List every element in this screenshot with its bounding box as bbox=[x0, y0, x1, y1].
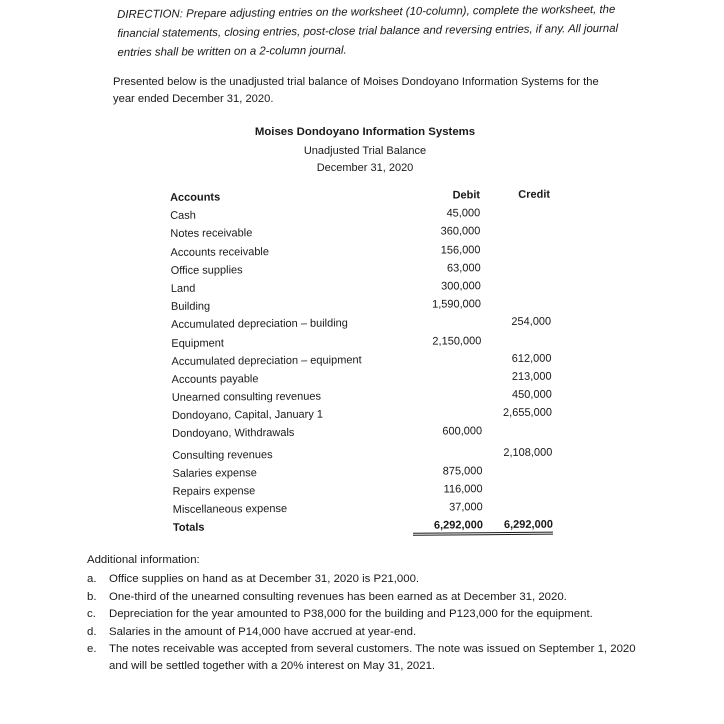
account-name: Accumulated depreciation – building bbox=[171, 317, 348, 332]
credit-value bbox=[483, 501, 553, 502]
item-text: One-third of the unearned consulting revenues has been earned as at December 31, 2020. bbox=[109, 590, 567, 603]
credit-value: 213,000 bbox=[511, 370, 552, 383]
debit-value bbox=[412, 447, 482, 448]
debit-value: 360,000 bbox=[440, 225, 481, 238]
company-name: Moises Dondoyano Information Systems bbox=[254, 126, 476, 138]
credit-value bbox=[481, 261, 551, 262]
debit-value bbox=[412, 407, 482, 408]
credit-value bbox=[480, 243, 550, 244]
account-name: Accounts payable bbox=[171, 373, 259, 386]
total-debit: 6,292,000 bbox=[413, 520, 483, 537]
item-letter: b. bbox=[87, 590, 97, 603]
header-debit: Debit bbox=[452, 189, 481, 202]
item-text: Salaries in the amount of P14,000 have accrued at year-end. bbox=[109, 625, 417, 638]
account-name: Unearned consulting revenues bbox=[171, 390, 322, 404]
account-name: Building bbox=[170, 300, 211, 314]
list-item bbox=[87, 641, 657, 676]
credit-value bbox=[481, 298, 551, 299]
item-text: Depreciation for the year amounted to P38,000 for the building and P123,000 for the equipment. bbox=[109, 608, 593, 621]
debit-value: 600,000 bbox=[442, 425, 483, 438]
debit-value: 1,590,000 bbox=[432, 298, 482, 311]
total-credit: 6,292,000 bbox=[483, 519, 553, 536]
account-name: Cash bbox=[170, 209, 196, 223]
list-item bbox=[87, 571, 657, 588]
additional-information bbox=[87, 552, 657, 676]
intro-text: Presented below is the unadjusted trial balance of Moises Dondoyano Information Systems for the year ended December 31, 2020. bbox=[113, 76, 599, 105]
credit-value bbox=[482, 464, 552, 465]
account-name: Miscellaneous expense bbox=[172, 503, 288, 517]
account-name: Equipment bbox=[171, 336, 224, 350]
debit-value: 63,000 bbox=[446, 261, 481, 275]
credit-value: 2,655,000 bbox=[502, 406, 552, 420]
item-text: The notes receivable was accepted from several customers. The note was issued on September 1, 2020 and will be settled together with a 20% interest on May 31, 2021. bbox=[109, 643, 636, 673]
report-date: December 31, 2020 bbox=[316, 162, 414, 174]
account-name: Repairs expense bbox=[172, 485, 256, 498]
account-name: Notes receivable bbox=[170, 227, 253, 241]
credit-value bbox=[481, 334, 551, 335]
additional-title: Additional information: bbox=[87, 554, 200, 566]
totals-label: Totals bbox=[172, 521, 205, 535]
header-accounts: Accounts bbox=[169, 191, 221, 204]
account-name: Land bbox=[170, 282, 196, 295]
item-letter: d. bbox=[87, 625, 97, 638]
debit-value bbox=[411, 317, 481, 318]
credit-value: 450,000 bbox=[511, 388, 552, 401]
credit-value bbox=[481, 280, 551, 281]
credit-value: 612,000 bbox=[511, 352, 552, 365]
account-name: Accumulated depreciation – equipment bbox=[171, 353, 362, 368]
account-name: Accounts receivable bbox=[170, 245, 270, 259]
list-item bbox=[87, 624, 657, 641]
table-row bbox=[162, 425, 582, 447]
credit-value bbox=[482, 425, 552, 426]
account-name: Salaries expense bbox=[172, 466, 257, 480]
credit-value: 2,108,000 bbox=[503, 446, 553, 459]
credit-value bbox=[480, 225, 550, 226]
item-text: Office supplies on hand as at December 31, 2020 is P21,000. bbox=[109, 573, 420, 586]
debit-value bbox=[412, 389, 482, 390]
debit-value bbox=[412, 371, 482, 372]
item-letter: a. bbox=[87, 573, 97, 586]
debit-value: 875,000 bbox=[442, 465, 483, 478]
debit-value bbox=[411, 353, 481, 354]
list-item bbox=[87, 589, 657, 606]
account-name: Dondoyano, Capital, January 1 bbox=[171, 408, 324, 423]
debit-value: 300,000 bbox=[441, 280, 481, 293]
debit-value: 2,150,000 bbox=[432, 334, 482, 348]
credit-value bbox=[480, 207, 550, 208]
direction-text: DIRECTION: Prepare adjusting entries on the worksheet (10-column), complete the worksheet, the financial statements, closing entries, post-close trial balance and reversing entries, if any. All journal entries shall be written on a 2-column journal. bbox=[117, 3, 619, 59]
item-letter: c. bbox=[87, 608, 96, 621]
list-item bbox=[87, 606, 657, 623]
account-name: Office supplies bbox=[170, 264, 243, 277]
account-name: Consulting revenues bbox=[172, 448, 273, 462]
item-letter: e. bbox=[87, 643, 97, 656]
debit-value: 45,000 bbox=[446, 207, 481, 220]
credit-value: 254,000 bbox=[511, 315, 552, 329]
report-title: Unadjusted Trial Balance bbox=[303, 145, 427, 157]
header-credit: Credit bbox=[518, 188, 551, 201]
trial-balance-table bbox=[160, 188, 583, 540]
debit-value: 37,000 bbox=[449, 501, 483, 514]
debit-value: 156,000 bbox=[440, 243, 481, 257]
credit-value bbox=[483, 483, 553, 484]
debit-value: 116,000 bbox=[443, 483, 483, 496]
account-name: Dondoyano, Withdrawals bbox=[172, 427, 295, 441]
totals-row bbox=[163, 519, 583, 541]
